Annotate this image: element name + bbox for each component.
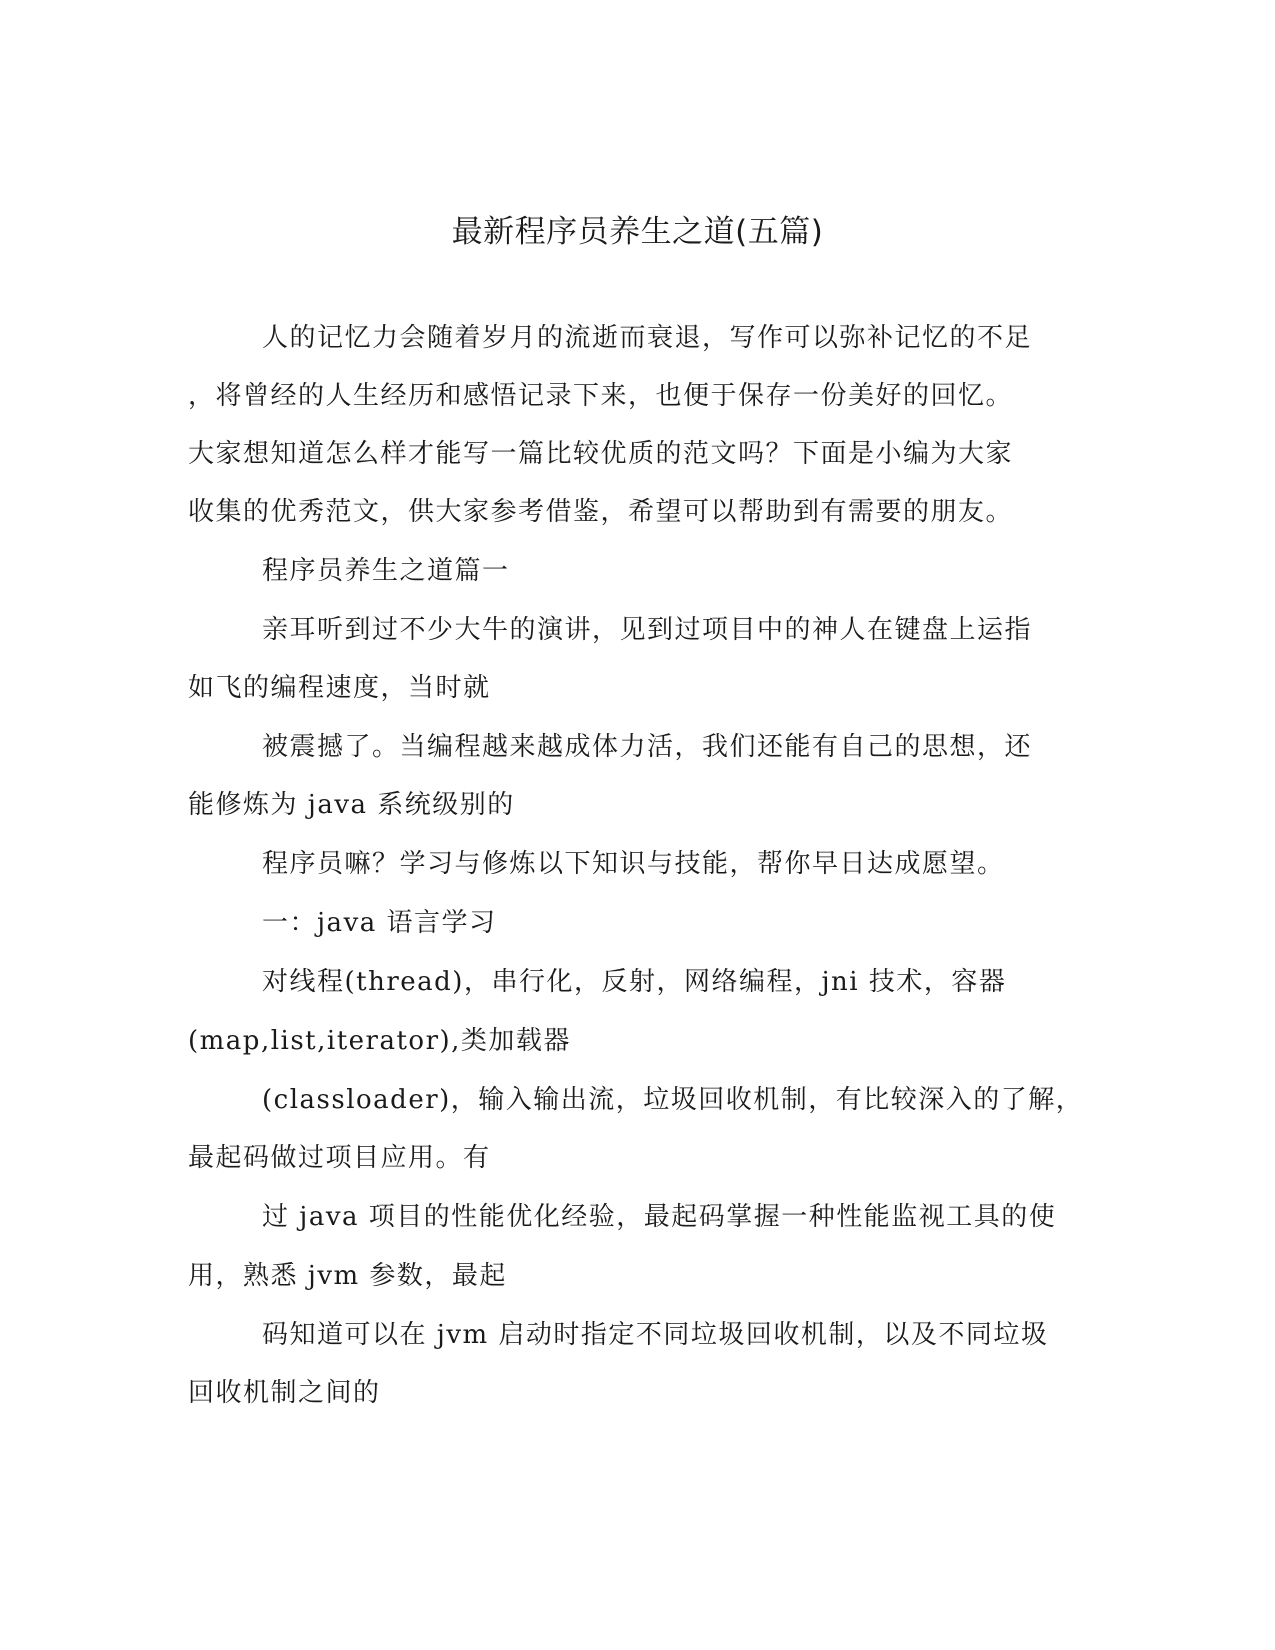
paragraph-line: 大家想知道怎么样才能写一篇比较优质的范文吗？下面是小编为大家 <box>188 439 1014 469</box>
paragraph-line: 最起码做过项目应用。有 <box>188 1143 491 1173</box>
document-title: 最新程序员养生之道(五篇) <box>451 214 824 250</box>
paragraph-line: 亲耳听到过不少大牛的演讲，见到过项目中的神人在键盘上运指 <box>262 615 1033 645</box>
paragraph-line: 用，熟悉 jvm 参数，最起 <box>188 1261 507 1291</box>
subsection-heading: 一：java 语言学习 <box>262 908 497 938</box>
paragraph-line: (map,list,iterator),类加载器 <box>188 1026 571 1056</box>
paragraph-line: 过 java 项目的性能优化经验，最起码掌握一种性能监视工具的使 <box>262 1202 1057 1232</box>
paragraph-line: 码知道可以在 jvm 启动时指定不同垃圾回收机制，以及不同垃圾 <box>262 1320 1049 1350</box>
paragraph-line: 程序员嘛？学习与修炼以下知识与技能，帮你早日达成愿望。 <box>262 849 1005 879</box>
section-heading: 程序员养生之道篇一 <box>262 556 510 586</box>
paragraph-line: 人的记忆力会随着岁月的流逝而衰退，写作可以弥补记忆的不足 <box>262 323 1033 353</box>
paragraph-line: 能修炼为 java 系统级别的 <box>188 790 515 820</box>
paragraph-line: 如飞的编程速度，当时就 <box>188 673 491 703</box>
paragraph-line: ，将曾经的人生经历和感悟记录下来，也便于保存一份美好的回忆。 <box>188 381 1014 411</box>
paragraph-line: 收集的优秀范文，供大家参考借鉴，希望可以帮助到有需要的朋友。 <box>188 497 1014 527</box>
paragraph-line: 被震撼了。当编程越来越成体力活，我们还能有自己的思想，还 <box>262 732 1033 762</box>
paragraph-line: (classloader)，输入输出流，垃圾回收机制，有比较深入的了解， <box>262 1085 1084 1115</box>
paragraph-line: 对线程(thread)，串行化，反射，网络编程，jni 技术，容器 <box>262 967 1007 997</box>
paragraph-line: 回收机制之间的 <box>188 1378 381 1408</box>
